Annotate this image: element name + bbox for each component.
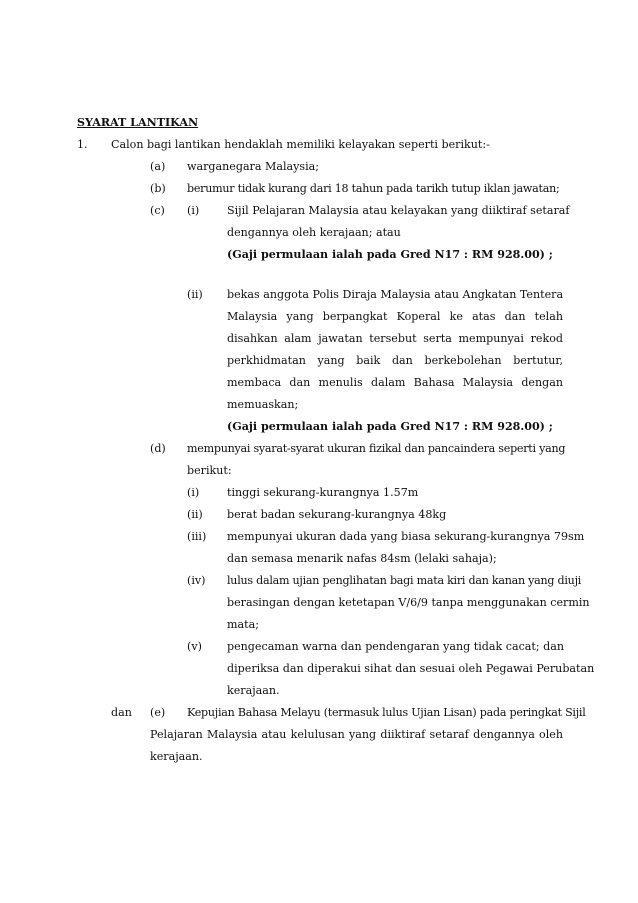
clause-c-ii-line: membaca dan menulis dalam Bahasa Malaysia dengan: [227, 376, 563, 389]
clause-d-v-label: (v): [187, 640, 202, 653]
clause-d-i-label: (i): [187, 486, 200, 499]
clause-d-iii-label: (iii): [187, 530, 207, 543]
clause-d-iv-label: (iv): [187, 574, 206, 587]
clause-c-ii-line: Malaysia yang berpangkat Koperal ke atas dan telah: [227, 310, 563, 323]
clause-c-ii-line: disahkan alam jawatan tersebut serta mempunyai rekod: [227, 332, 563, 345]
clause-d-line: berikut:: [187, 464, 232, 477]
clause-d-iv-line: mata;: [227, 618, 259, 631]
clause-d-line: mempunyai syarat-syarat ukuran fizikal dan pancaindera seperti yang: [187, 442, 566, 455]
clause-e-conjunction: dan: [111, 706, 132, 719]
clause-b-label: (b): [150, 182, 166, 195]
clause-e-label: (e): [150, 706, 166, 719]
clause-d-i-text: tinggi sekurang-kurangnya 1.57m: [227, 486, 419, 499]
clause-a-label: (a): [150, 160, 166, 173]
salary-note: (Gaji permulaan ialah pada Gred N17 : RM 928.00) ;: [227, 248, 553, 261]
clause-d-iii-line: dan semasa menarik nafas 84sm (lelaki sahaja);: [227, 552, 497, 565]
clause-e-line: Pelajaran Malaysia atau kelulusan yang diiktiraf setaraf dengannya oleh: [150, 728, 563, 741]
clause-e-line: Kepujian Bahasa Melayu (termasuk lulus Ujian Lisan) pada peringkat Sijil: [187, 706, 586, 719]
item-intro: Calon bagi lantikan hendaklah memiliki kelayakan seperti berikut:-: [111, 138, 490, 151]
clause-c-ii-line: perkhidmatan yang baik dan berkebolehan bertutur,: [227, 354, 563, 367]
clause-c-i-line: Sijil Pelajaran Malaysia atau kelayakan yang diiktiraf setaraf: [227, 204, 570, 217]
item-number: 1.: [77, 138, 88, 151]
clause-c-ii-line: bekas anggota Polis Diraja Malaysia atau Angkatan Tentera: [227, 288, 564, 301]
clause-d-v-line: kerajaan.: [227, 684, 280, 697]
clause-d-ii-label: (ii): [187, 508, 203, 521]
clause-d-iv-line: lulus dalam ujian penglihatan bagi mata kiri dan kanan yang diuji: [227, 574, 582, 587]
clause-e-line: kerajaan.: [150, 750, 203, 763]
clause-c-ii-label: (ii): [187, 288, 203, 301]
clause-b-text: berumur tidak kurang dari 18 tahun pada tarikh tutup iklan jawatan;: [187, 182, 560, 195]
clause-d-iii-line: mempunyai ukuran dada yang biasa sekurang-kurangnya 79sm: [227, 530, 585, 543]
salary-note: (Gaji permulaan ialah pada Gred N17 : RM 928.00) ;: [227, 420, 553, 433]
clause-d-ii-text: berat badan sekurang-kurangnya 48kg: [227, 508, 447, 521]
clause-c-label: (c): [150, 204, 165, 217]
section-heading: SYARAT LANTIKAN: [77, 116, 199, 129]
clause-d-v-line: diperiksa dan diperakui sihat dan sesuai oleh Pegawai Perubatan: [227, 662, 595, 675]
clause-a-text: warganegara Malaysia;: [187, 160, 319, 173]
clause-c-i-label: (i): [187, 204, 200, 217]
clause-d-label: (d): [150, 442, 166, 455]
clause-c-i-line: dengannya oleh kerajaan; atau: [227, 226, 401, 239]
clause-c-ii-line: memuaskan;: [227, 398, 299, 411]
clause-d-v-line: pengecaman warna dan pendengaran yang tidak cacat; dan: [227, 640, 564, 653]
clause-d-iv-line: berasingan dengan ketetapan V/6/9 tanpa menggunakan cermin: [227, 596, 590, 609]
